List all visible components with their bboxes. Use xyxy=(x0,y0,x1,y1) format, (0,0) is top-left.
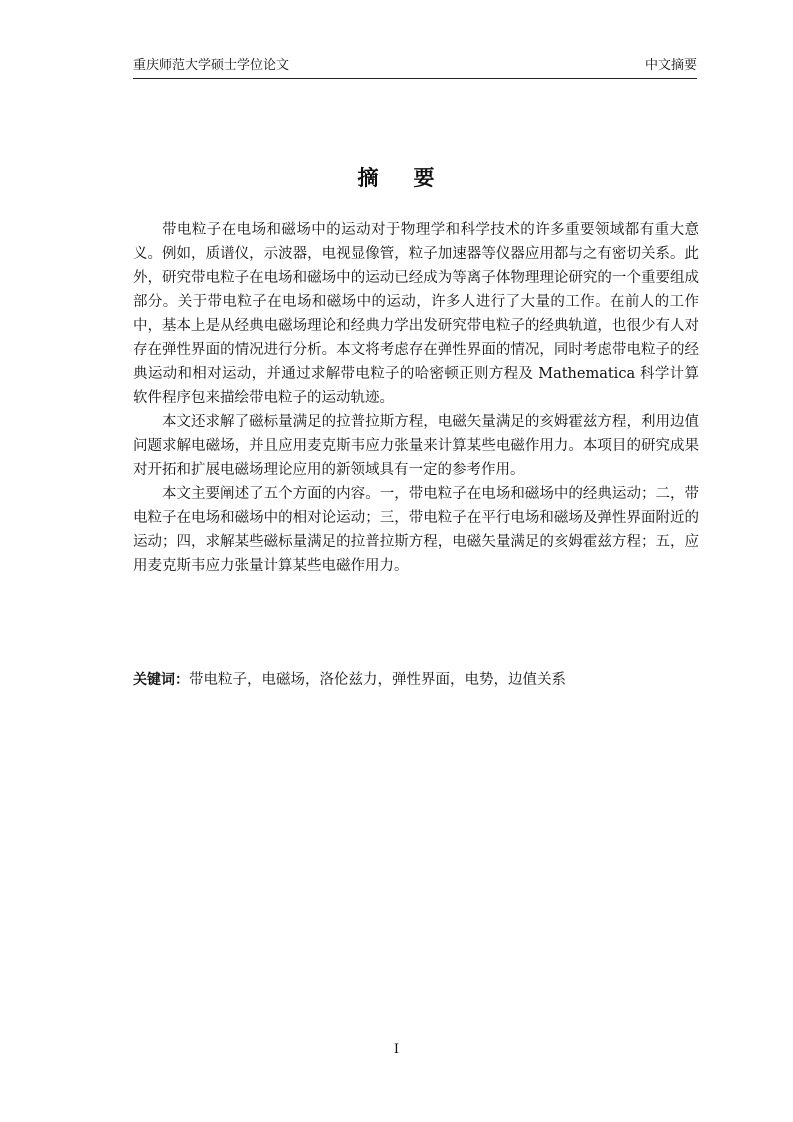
keywords-line xyxy=(133,668,699,692)
keywords-text: 带电粒子，电磁场，洛伦兹力，弹性界面，电势，边值关系 xyxy=(189,672,566,688)
keywords-label: 关键词： xyxy=(133,672,189,688)
abstract-body xyxy=(133,218,699,578)
header-thesis-title: 重庆师范大学硕士学位论文 xyxy=(133,58,290,73)
header-section-title: 中文摘要 xyxy=(644,58,697,73)
abstract-title-part1: 摘 xyxy=(357,166,380,190)
page-number: I xyxy=(393,1042,400,1057)
abstract-title xyxy=(0,164,793,192)
page-header xyxy=(133,56,697,79)
abstract-title-part2: 要 xyxy=(413,166,436,190)
abstract-paragraph-1: 带电粒子在电场和磁场中的运动对于物理学和科学技术的许多重要领域都有重大意义。例如，质谱仪，示波器，电视显像管，粒子加速器等仪器应用都与之有密切关系。此外，研究带电粒子在电场和磁场中的运动已经成为等离子体物理理论研究的一个重要组成部分。关于带电粒子在电场和磁场中的运动，许多人进行了大量的工作。在前人的工作中，基本上是从经典电磁场理论和经典力学出发研究带电粒子的经典轨道，也很少有人对存在弹性界面的情况进行分析。本文将考虑存在弹性界面的情况，同时考虑带电粒子的经典运动和相对运动，并通过求解带电粒子的哈密顿正则方程及 Mathematica 科学计算软件程序包来描绘带电粒子的运动轨迹。 xyxy=(133,222,699,406)
abstract-paragraph-2: 本文还求解了磁标量满足的拉普拉斯方程，电磁矢量满足的亥姆霍兹方程，利用边值问题求解电磁场，并且应用麦克斯韦应力张量来计算某些电磁作用力。本项目的研究成果对开拓和扩展电磁场理论应用的新领域具有一定的参考作用。 xyxy=(133,414,699,478)
abstract-paragraph-3: 本文主要阐述了五个方面的内容。一，带电粒子在电场和磁场中的经典运动；二，带电粒子在电场和磁场中的相对论运动；三，带电粒子在平行电场和磁场及弹性界面附近的运动；四，求解某些磁标量满足的拉普拉斯方程，电磁矢量满足的亥姆霍兹方程；五，应用麦克斯韦应力张量计算某些电磁作用力。 xyxy=(133,486,699,574)
